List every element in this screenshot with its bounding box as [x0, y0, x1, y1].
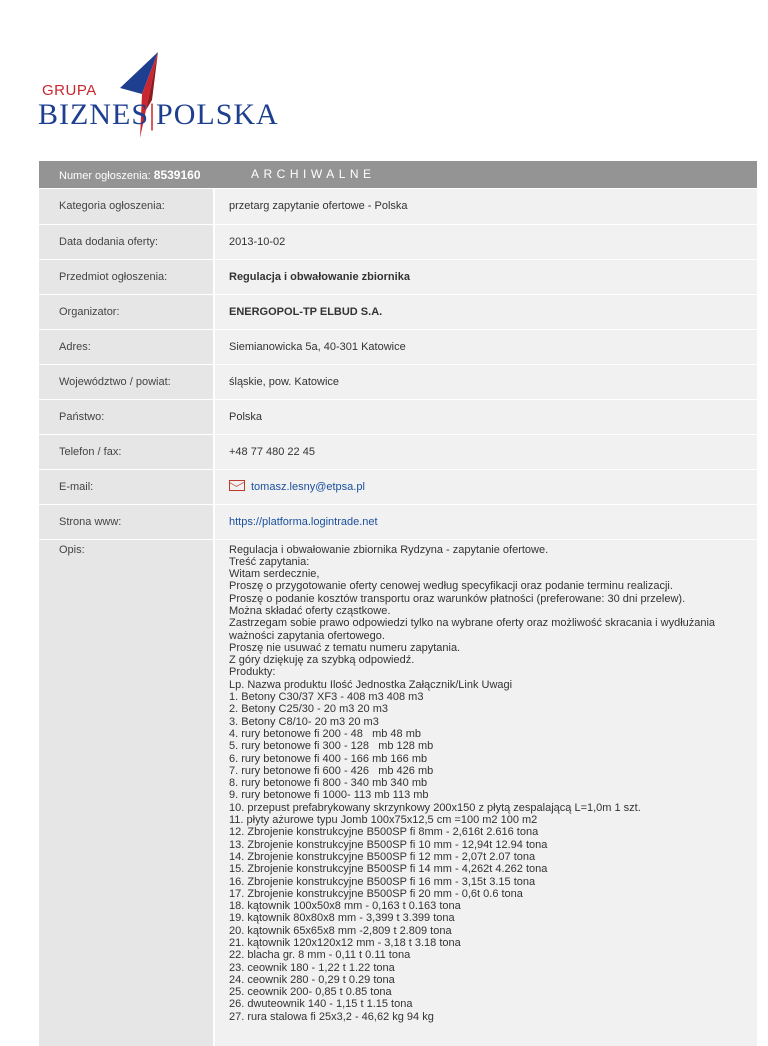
- field-label: Adres:: [39, 329, 214, 364]
- field-label: Przedmiot ogłoszenia:: [39, 259, 214, 294]
- field-value: Polska: [214, 399, 757, 434]
- row-category: [39, 189, 757, 224]
- description-line: 21. kątownik 120x120x12 mm - 3,18 t 3.18 tona: [229, 937, 461, 949]
- description-line: 7. rury betonowe fi 600 - 426 mb 426 mb: [229, 764, 434, 777]
- row-region: [39, 364, 757, 399]
- row-email: [39, 469, 757, 504]
- website-link[interactable]: https://platforma.logintrade.net: [229, 515, 378, 528]
- description-line: Produkty:: [229, 666, 276, 679]
- field-value: 2013-10-02: [214, 224, 757, 259]
- description-line: 6. rury betonowe fi 400 - 166 mb 166 mb: [229, 752, 428, 765]
- field-label: Państwo:: [39, 399, 214, 434]
- email-link[interactable]: tomasz.lesny@etpsa.pl: [251, 481, 365, 493]
- description-line: 24. ceownik 280 - 0,29 t 0.29 tona: [229, 973, 395, 986]
- logo-brand-right: POLSKA: [156, 98, 279, 131]
- field-value: [214, 259, 757, 294]
- listing-number-label: Numer ogłoszenia:: [59, 170, 151, 182]
- field-label: Województwo / powiat:: [39, 364, 214, 399]
- row-website: [39, 504, 757, 539]
- description-line: 16. Zbrojenie konstrukcyjne B500SP fi 16 mm - 3,15t 3.15 tona: [229, 875, 536, 888]
- description-line: Proszę nie usuwać z tematu numeru zapytania.: [229, 641, 461, 654]
- field-value: [214, 294, 757, 329]
- field-label: E-mail:: [39, 469, 214, 504]
- organizer-value: ENERGOPOL-TP ELBUD S.A.: [229, 305, 383, 318]
- field-value: [214, 504, 757, 539]
- description-line: Zastrzegam sobie prawo odpowiedzi tylko na wybrane oferty oraz możliwość skracania i wydłużania: [229, 617, 716, 630]
- field-value: przetarg zapytanie ofertowe - Polska: [214, 189, 757, 224]
- description-line: Regulacja i obwałowanie zbiornika Rydzyna - zapytanie ofertowe.: [229, 543, 549, 556]
- description-line: 23. ceownik 180 - 1,22 t 1.22 tona: [229, 961, 395, 974]
- subject-value: Regulacja i obwałowanie zbiornika: [229, 270, 410, 283]
- listing-number-value: 8539160: [153, 168, 201, 182]
- listing-header: [39, 161, 757, 188]
- description-line: 20. kątownik 65x65x8 mm -2,809 t 2.809 tona: [229, 924, 452, 937]
- logo-top-word: GRUPA: [42, 82, 97, 99]
- field-value: śląskie, pow. Katowice: [214, 364, 757, 399]
- description-line: 17. Zbrojenie konstrukcyjne B500SP fi 20 mm - 0,6t 0.6 tona: [229, 887, 523, 900]
- logo-brand-left: BIZNES: [38, 98, 149, 131]
- field-label: Data dodania oferty:: [39, 224, 214, 259]
- row-description: [39, 539, 757, 1046]
- field-value: Siemianowicka 5a, 40-301 Katowice: [214, 329, 757, 364]
- row-phone: [39, 434, 757, 469]
- description-line: 19. kątownik 80x80x8 mm - 3,399 t 3.399 tona: [229, 912, 455, 925]
- description-line: Treść zapytania:: [229, 555, 310, 568]
- row-address: [39, 329, 757, 364]
- description-line: 3. Betony C8/10- 20 m3 20 m3: [229, 715, 379, 728]
- row-date: [39, 224, 757, 259]
- description-line: 27. rura stalowa fi 25x3,2 - 46,62 kg 94 kg: [229, 1010, 434, 1023]
- description-line: 8. rury betonowe fi 800 - 340 mb 340 mb: [229, 777, 428, 790]
- description-line: 10. przepust prefabrykowany skrzynkowy 200x150 z płytą zespalającą L=1,0m 1 szt.: [229, 801, 641, 814]
- description-line: 13. Zbrojenie konstrukcyjne B500SP fi 10 mm - 12,94t 12.94 tona: [229, 838, 548, 851]
- row-organizer: [39, 294, 757, 329]
- status-badge: ARCHIWALNE: [251, 167, 376, 181]
- description-label: Opis:: [59, 543, 85, 556]
- description-line: ważności zapytania ofertowego.: [229, 629, 385, 642]
- logo-brand: BIZNES|POLSKA: [38, 98, 279, 131]
- description-line: Lp. Nazwa produktu Ilość Jednostka Załącznik/Link Uwagi: [229, 678, 513, 691]
- field-label: Kategoria ogłoszenia:: [39, 189, 214, 224]
- description-line: Proszę o przygotowanie oferty cenowej według specyfikacji oraz podanie terminu realizacji.: [229, 580, 673, 593]
- description-line: 15. Zbrojenie konstrukcyjne B500SP fi 14 mm - 4,262t 4.262 tona: [229, 863, 548, 876]
- company-logo[interactable]: [34, 50, 279, 138]
- description-line: Można składać oferty cząstkowe.: [229, 604, 391, 617]
- row-subject: [39, 259, 757, 294]
- description-line: 25. ceownik 200- 0,85 t 0.85 tona: [229, 986, 392, 999]
- field-value: [214, 469, 757, 504]
- description-line: 26. dwuteownik 140 - 1,15 t 1.15 tona: [229, 998, 413, 1011]
- field-label: Organizator:: [39, 294, 214, 329]
- description-line: 9. rury betonowe fi 1000- 113 mb 113 mb: [229, 789, 429, 802]
- description-line: 14. Zbrojenie konstrukcyjne B500SP fi 12 mm - 2,07t 2.07 tona: [229, 850, 536, 863]
- listing-details: [39, 189, 757, 1046]
- description-line: Proszę o podanie kosztów transportu oraz warunków płatności (preferowane: 30 dni przelew).: [229, 592, 686, 605]
- description-line: Z góry dziękuję za szybką odpowiedź.: [229, 654, 415, 667]
- description-line: 18. kątownik 100x50x8 mm - 0,163 t 0.163 tona: [229, 900, 461, 913]
- row-country: [39, 399, 757, 434]
- description-line: Witam serdecznie,: [229, 568, 320, 581]
- description-line: 5. rury betonowe fi 300 - 128 mb 128 mb: [229, 740, 434, 753]
- description-text: [229, 540, 757, 1024]
- listing-number: [59, 168, 201, 182]
- field-label: [39, 539, 214, 1046]
- field-label: Strona www:: [39, 504, 214, 539]
- description-line: 1. Betony C30/37 XF3 - 408 m3 408 m3: [229, 691, 424, 704]
- description-line: 4. rury betonowe fi 200 - 48 mb 48 mb: [229, 727, 421, 740]
- description-line: 22. blacha gr. 8 mm - 0,11 t 0.11 tona: [229, 949, 411, 962]
- field-label: Telefon / fax:: [39, 434, 214, 469]
- description-line: 11. płyty ażurowe typu Jomb 100x75x12,5 cm =100 m2 100 m2: [229, 814, 538, 827]
- envelope-icon: [229, 480, 245, 491]
- description-line: 2. Betony C25/30 - 20 m3 20 m3: [229, 703, 388, 716]
- field-value: +48 77 480 22 45: [214, 434, 757, 469]
- field-value: [214, 539, 757, 1046]
- description-line: 12. Zbrojenie konstrukcyjne B500SP fi 8mm - 2,616t 2.616 tona: [229, 826, 539, 839]
